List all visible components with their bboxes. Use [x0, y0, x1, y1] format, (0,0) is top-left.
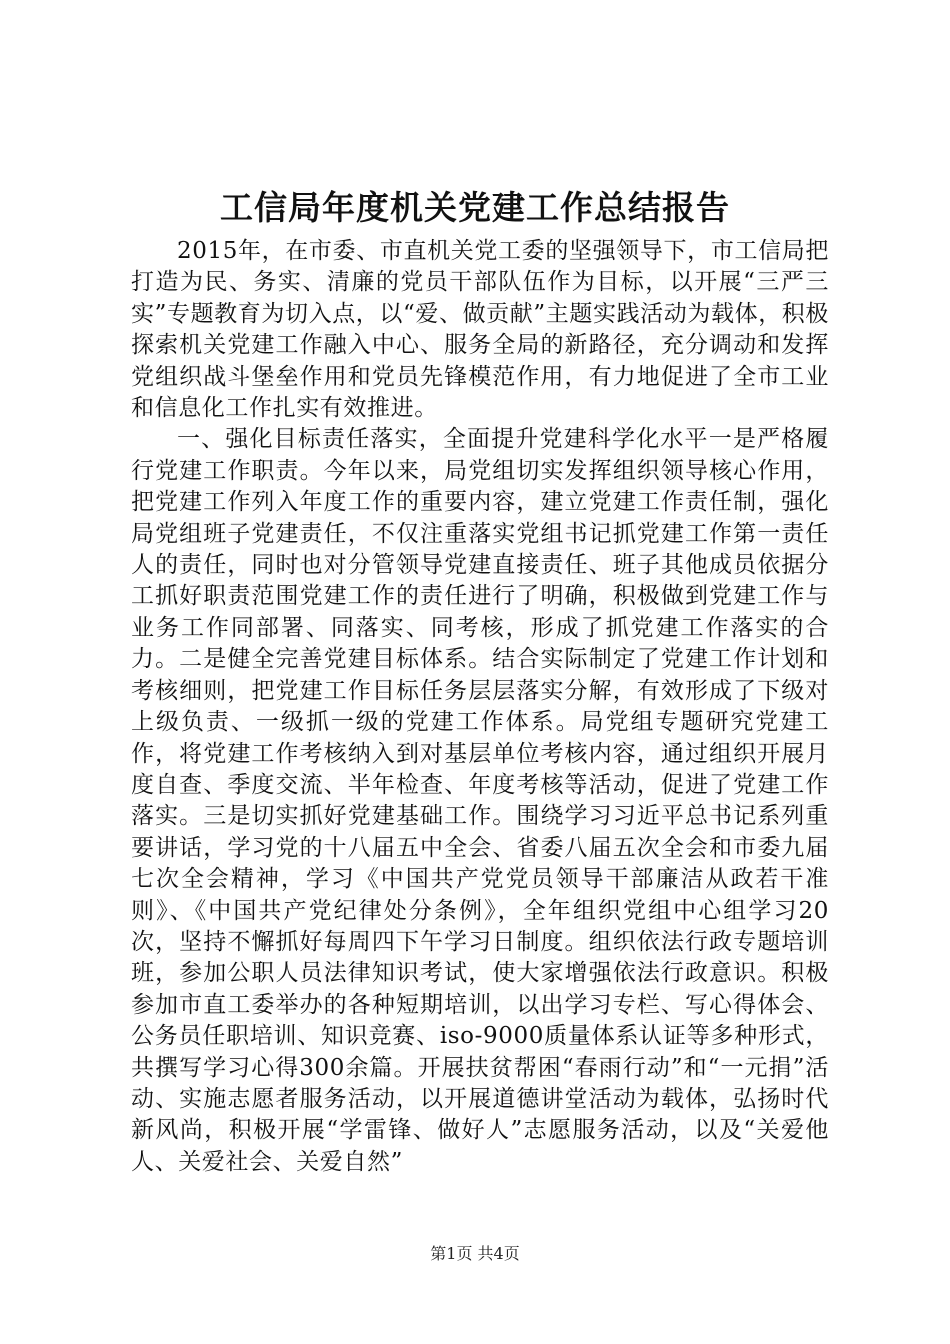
paragraph-intro: 2015年，在市委、市直机关党工委的坚强领导下，市工信局把打造为民、务实、清廉的党员干部队伍作为目标，以开展“三严三实”专题教育为切入点，以“爱、做贡献”主题实践活动为载体，积极探索机关党建工作融入中心、服务全局的新路径，充分调动和发挥党组织战斗堡垒作用和党员先锋模范作用，有力地促进了全市工业和信息化工作扎实有效推进。 [131, 238, 829, 422]
paragraph-section-one: 一、强化目标责任落实，全面提升党建科学化水平一是严格履行党建工作职责。今年以来，局党组切实发挥组织领导核心作用，把党建工作列入年度工作的重要内容，建立党建工作责任制，强化局党组班子党建责任，不仅注重落实党组书记抓党建工作第一责任人的责任，同时也对分管领导党建直接责任、班子其他成员依据分工抓好职责范围党建工作的责任进行了明确，积极做到党建工作与业务工作同部署、同落实、同考核，形成了抓党建工作落实的合力。二是健全完善党建目标体系。结合实际制定了党建工作计划和考核细则，把党建工作目标任务层层落实分解，有效形成了下级对上级负责、一级抓一级的党建工作体系。局党组专题研究党建工作，将党建工作考核纳入到对基层单位考核内容，通过组织开展月度自查、季度交流、半年检查、年度考核等活动，促进了党建工作落实。三是切实抓好党建基础工作。围绕学习习近平总书记系列重要讲话，学习党的十八届五中全会、省委八届五次全会和市委九届七次全会精神，学习《中国共产党党员领导干部廉洁从政若干准则》、《中国共产党纪律处分条例》，全年组织党组中心组学习20次，坚持不懈抓好每周四下午学习日制度。组织依法行政专题培训班，参加公职人员法律知识考试，使大家增强依法行政意识。积极参加市直工委举办的各种短期培训，以出学习专栏、写心得体会、公务员任职培训、知识竞赛、iso-9000质量体系认证等多种形式，共撰写学习心得300余篇。开展扶贫帮困“春雨行动”和“一元捐”活动、实施志愿者服务活动，以开展道德讲堂活动为载体，弘扬时代新风尚，积极开展“学雷锋、做好人”志愿服务活动，以及“关爱他人、关爱社会、关爱自然” [131, 426, 829, 1175]
page-footer: 第1页 共4页 [430, 1244, 520, 1263]
document-title: 工信局年度机关党建工作总结报告 [220, 188, 730, 227]
document-body [131, 236, 829, 1178]
